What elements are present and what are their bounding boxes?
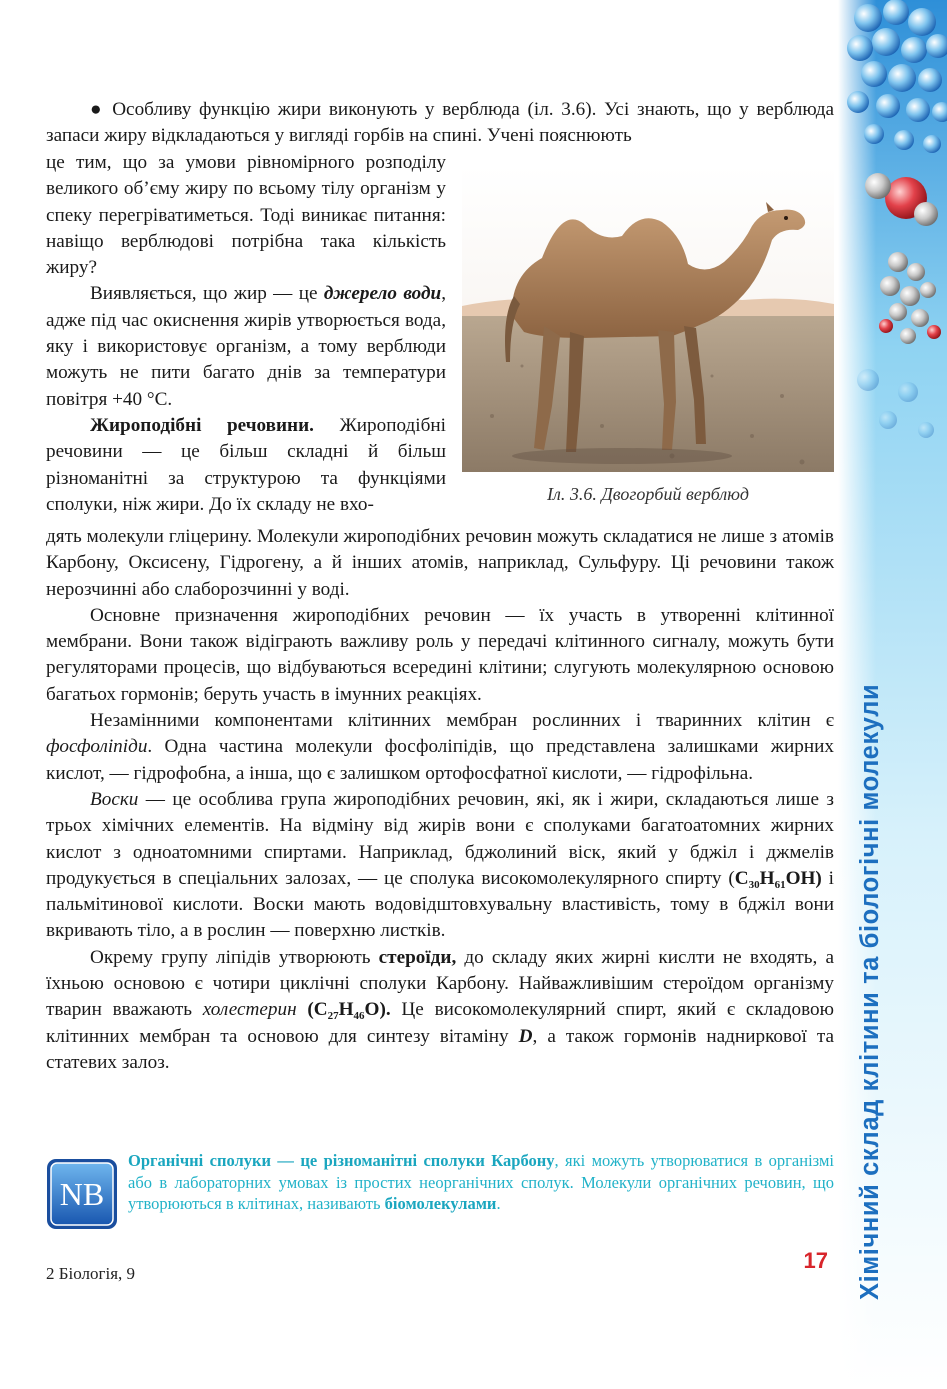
paragraph-1-continued: це тим, що за умови рівномірного розподілу великого об’єму жиру по всьому тілу організм у спеку перегріватиметься. Тоді виникає питання: навіщо верблюдові потрібна така кількість жиру?	[46, 152, 446, 279]
sidebar-chapter-title: Хімічний склад клітини та біологічні молекули	[856, 683, 884, 1300]
main-text	[46, 524, 834, 1076]
camel-photo	[462, 166, 834, 472]
nb-logo-text: NB	[59, 1176, 105, 1212]
nb-logo-icon	[46, 1158, 118, 1230]
paragraph-1: ● Особливу функцію жири виконують у верблюда (іл. 3.6). Усі знають, що у верблюда запаси жиру відкладаються у вигляді горбів на спині. Учені пояснюють	[46, 99, 834, 147]
nb-definition-text: Органічні сполуки — це різноманітні сполуки Карбону, які можуть утворюватися в організмі або в лабораторних умовах із простих неорганічних сполук. Молекули органічних речовин, що утворюються в клітинах, називають біомолекулами.	[128, 1151, 834, 1213]
paragraph-lipoids-purpose: Основне призначення жироподібних речовин — їх участь в утворенні клітинної мембрани. Вони також відіграють важливу роль у передачі клітинного сигналу, можуть бути регуляторами процесів, що відбуваються всередині клітини; слугують молекулярною основою багатьох гормонів; беруть участь в імунних реакціях.	[46, 604, 834, 705]
paragraph-water-source: Виявляється, що жир — це джерело води, адже під час окиснення жирів утворюється вода, яку і використовує організм, а тому верблюди можуть не пити багато днів за температури повітря +40 °С.	[46, 283, 446, 410]
paragraph-camel-intro	[46, 97, 834, 150]
narrow-column-text	[46, 150, 446, 518]
paragraph-steroids: Окрему групу ліпідів утворюють стероїди, до складу яких жирні кислти не входять, а їхньою основою є чотири циклічні сполуки Карбону. Найважливішим стероїдом організму тварин вважають холестерин $(С_{27}Н_{46}О)$. Це високомолекулярний спирт, який є складовою клітинних мембран та основою для синтезу вітаміну D, а також гормонів надниркової та статевих залоз.	[46, 946, 834, 1073]
paragraph-waxes: Воски — це особлива група жироподібних речовин, які, як і жири, складаються лише з трьох хімічних елементів. На відміну від жирів вони є сполуками багатоатомних жирних кислот з одноатомними спиртами. Наприклад, бджолиний віск, який у бджіл і джмелів продукується в спеціальних залозах, — це сполука високомолекулярного спирту $(С_{30}Н_{61}ОН)$ і пальмітинової кислоти. Воски мають водовідштовхувальну властивість, тому в бджіл вони вкривають тіло, а в рослин — поверхню листків.	[46, 788, 834, 942]
footer-book-label: 2 Біологія, 9	[46, 1264, 136, 1283]
page-number: 17	[803, 1248, 828, 1273]
sidebar-decoration	[838, 0, 947, 1389]
paragraph-phospholipids: Незамінними компонентами клітинних мембран рослинних і тваринних клітин є фосфоліпіди. Одна частина молекули фосфоліпідів, що представлена залишками жирних кислот, — гідрофобна, а інша, що є залишком ортофосфатної кислоти, — гідрофільна.	[46, 710, 834, 784]
paragraph-lipoids-continued: дять молекули гліцерину. Молекули жироподібних речовин можуть складатися не лише з атомів Карбону, Оксисену, Гідрогену, а й інших атомів, наприклад, Сульфуру. Ці речовини також нерозчинні або слаборозчинні у воді.	[46, 526, 834, 600]
figure-caption: Іл. 3.6. Двогорбий верблюд	[547, 484, 749, 504]
paragraph-lipoids-start: Жироподібні речовини. Жироподібні речовини — це більш складні й більш різноманітні за структурою та функціями сполуки, ніж жири. До їх складу не вхо-	[46, 414, 446, 515]
